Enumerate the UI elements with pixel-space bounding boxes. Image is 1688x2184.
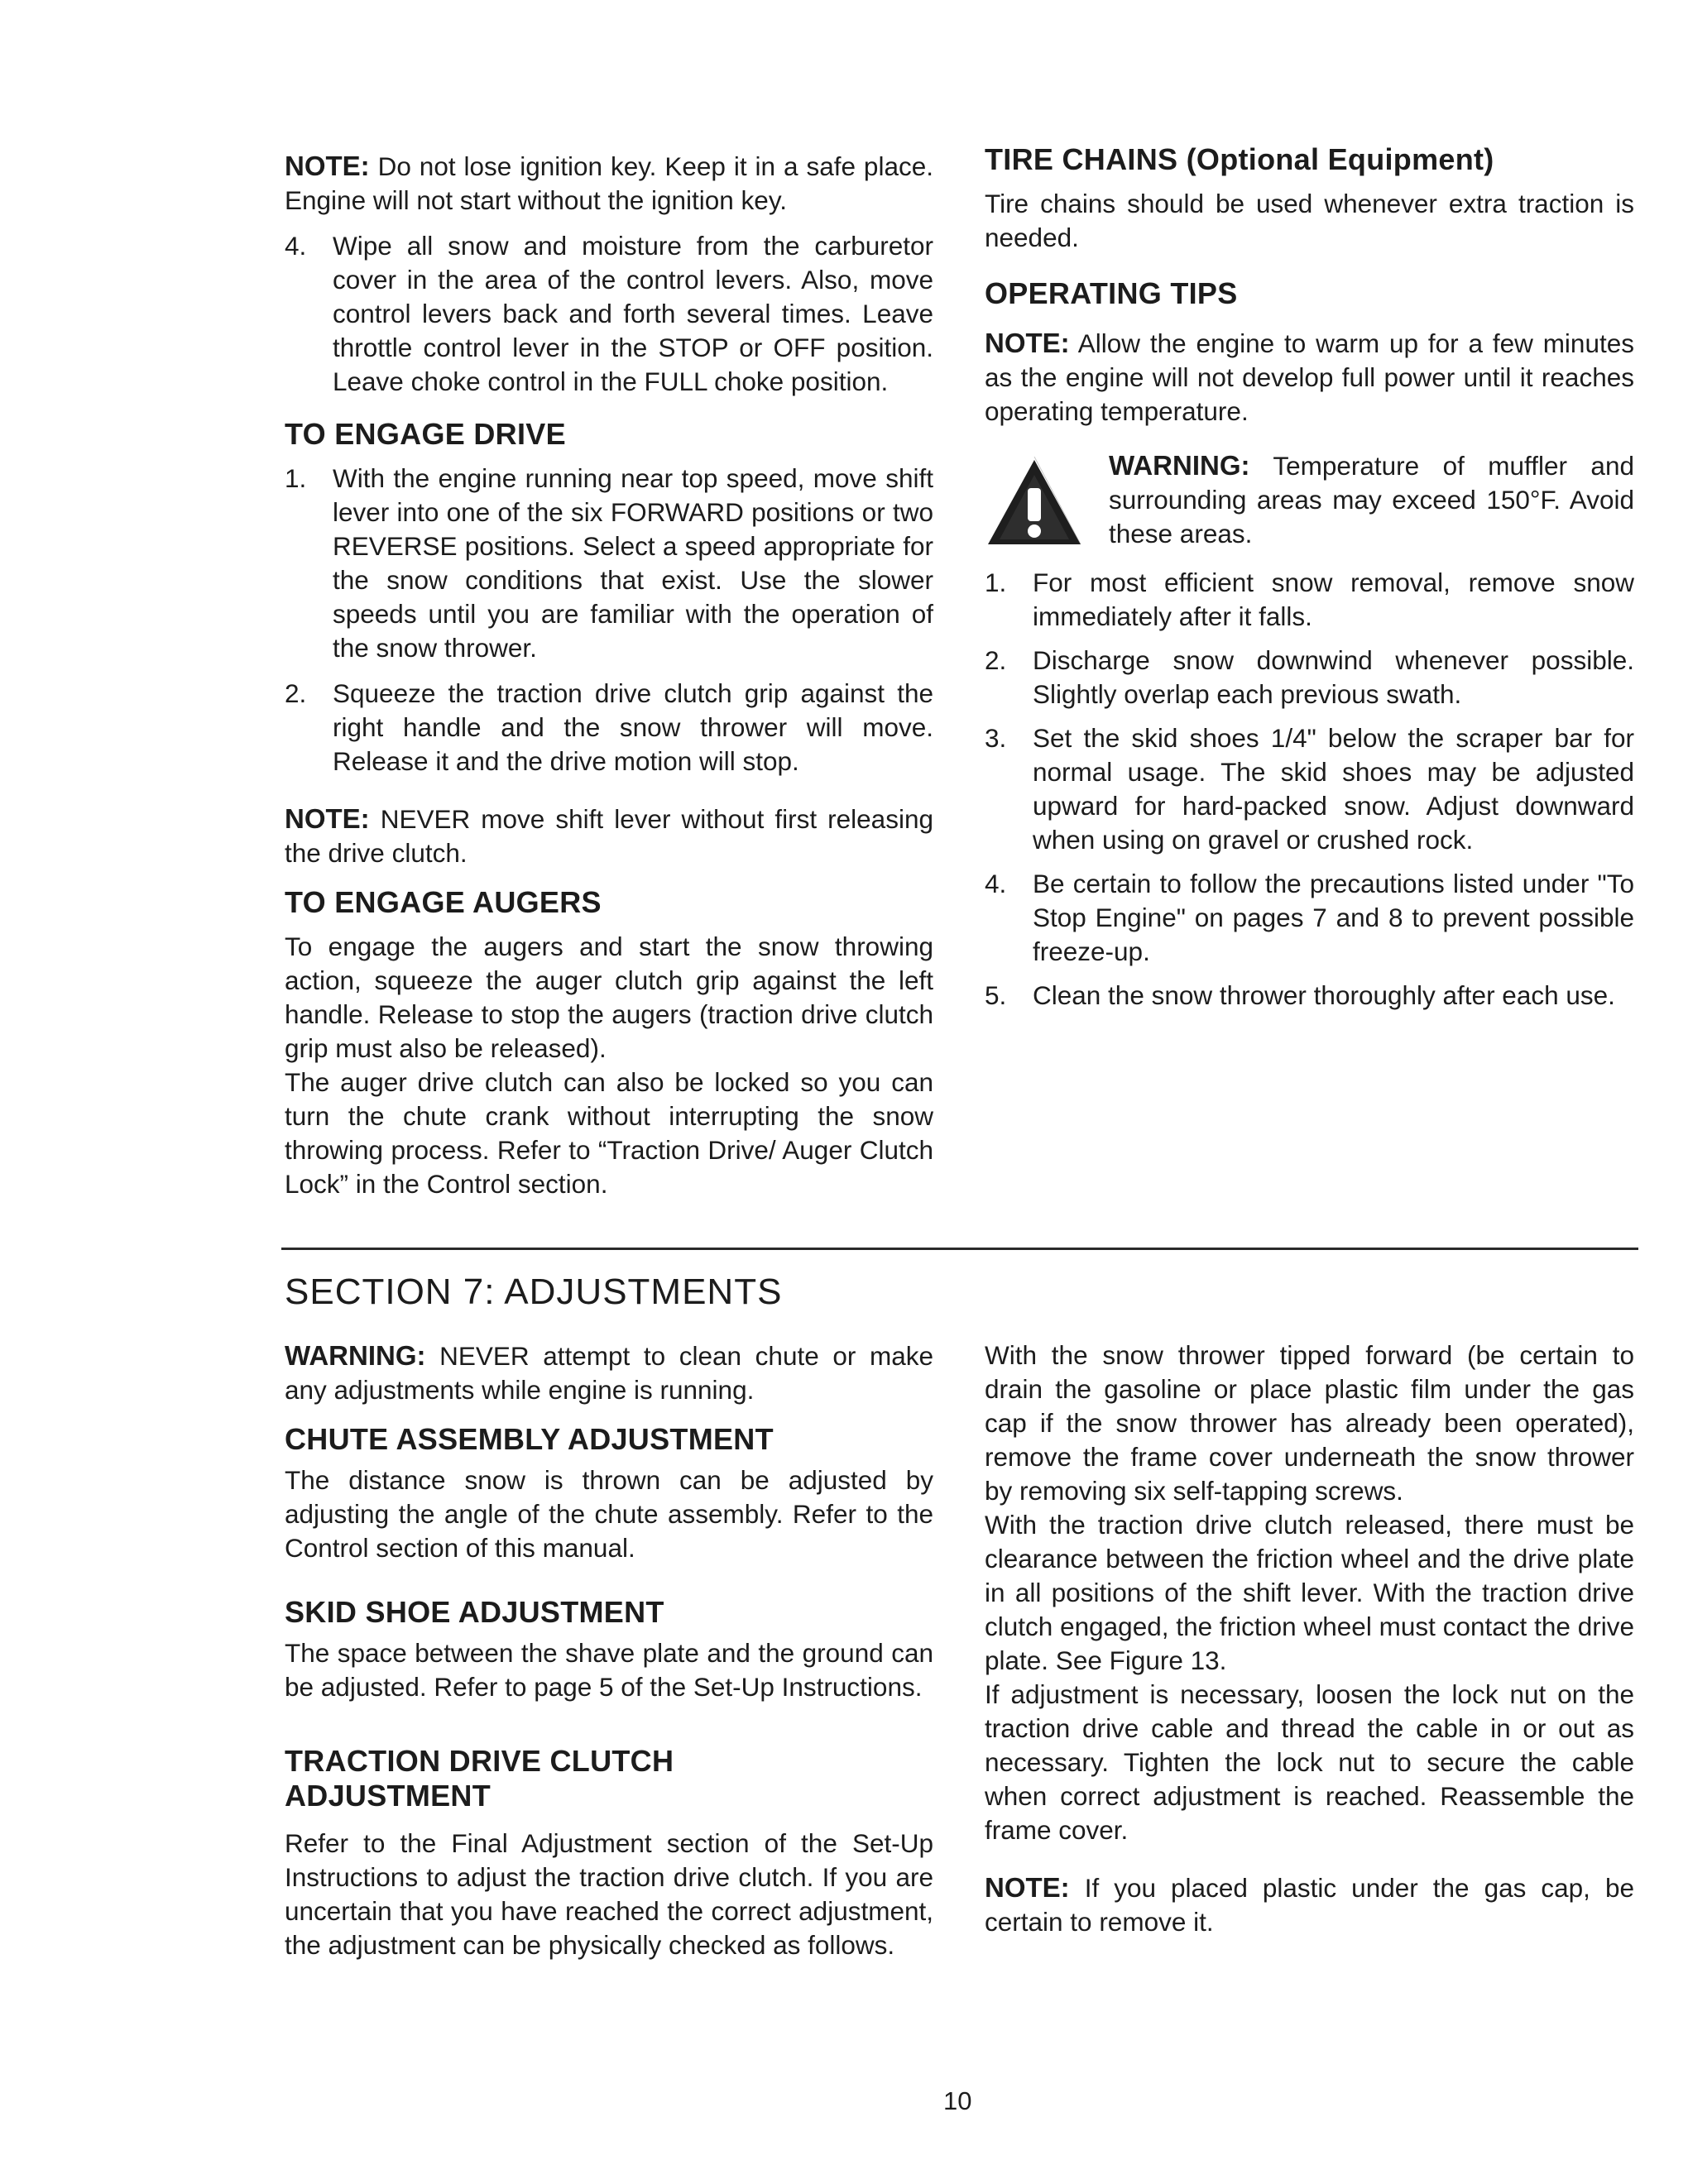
operating-tips-heading: OPERATING TIPS (985, 276, 1238, 310)
right-top-column (985, 142, 1634, 1013)
note-label: NOTE: (985, 328, 1070, 358)
note-label: NOTE: (285, 803, 370, 834)
section-divider (281, 1248, 1638, 1250)
warning-text: NEVER attempt to clean chute or make any adjustments while engine is running. (285, 1341, 933, 1405)
warning-label: WARNING: (285, 1340, 426, 1371)
list-number: 1. (285, 463, 307, 493)
warning-triangle-icon (985, 457, 1084, 548)
list-text: Set the skid shoes 1/4" below the scraper bar for normal usage. The skid shoes may be adjusted upward for hard-packed snow. Adjust downward when using on gravel or crushed rock. (1033, 723, 1634, 855)
list-number: 3. (985, 723, 1007, 753)
list-text: With the engine running near top speed, move shift lever into one of the six FORWARD positions or two REVERSE positions. Select a speed appropriate for the snow conditions that exist. Use the slower speeds until you are familiar with the operation of the snow thrower. (333, 463, 933, 663)
skid-shoe-heading: SKID SHOE ADJUSTMENT (285, 1595, 664, 1629)
note-label: NOTE: (985, 1872, 1070, 1903)
muffler-warning (985, 448, 1634, 551)
clearance-paragraph: With the traction drive clutch released, there must be clearance between the friction wheel and the drive plate in all positions of the shift lever. With the traction drive clutch engaged, the friction wheel must contact the drive plate. See Figure 13. (985, 1510, 1634, 1675)
list-number: 2. (985, 645, 1007, 675)
list-text: Be certain to follow the precautions listed under "To Stop Engine" on pages 7 and 8 to prevent possible freeze-up. (1033, 869, 1634, 966)
list-text: Squeeze the traction drive clutch grip against the right handle and the snow thrower will move. Release it and the drive motion will stop. (333, 678, 933, 776)
traction-heading (285, 1744, 933, 1813)
note-text: Allow the engine to warm up for a few minutes as the engine will not develop full power until it reaches operating temperature. (985, 328, 1634, 426)
list-item (985, 979, 1634, 1013)
list-item (985, 644, 1634, 711)
warmup-note (985, 326, 1634, 429)
section-title: SECTION 7: ADJUSTMENTS (285, 1272, 783, 1312)
frame-cover-paragraph: With the snow thrower tipped forward (be certain to drain the gasoline or place plastic film under the gas cap if the snow thrower has already been operated), remove the frame cover underneath the snow thrower by removing six self-tapping screws. (985, 1340, 1634, 1506)
tire-chains-text: Tire chains should be used whenever extra traction is needed. (985, 189, 1634, 252)
augers-paragraph: To engage the augers and start the snow throwing action, squeeze the auger clutch grip against the left handle. Release to stop the augers (traction drive clutch grip must also be released). (285, 932, 933, 1063)
list-number: 1. (985, 568, 1007, 597)
list-text: Discharge snow downwind whenever possible. Slightly overlap each previous swath. (1033, 645, 1634, 709)
list-number: 4. (985, 869, 1007, 898)
skid-shoe-text: The space between the shave plate and the ground can be adjusted. Refer to page 5 of the Set-Up Instructions. (285, 1638, 933, 1702)
list-item (985, 867, 1634, 969)
list-item (285, 462, 933, 665)
tire-chains-heading: TIRE CHAINS (Optional Equipment) (985, 142, 1494, 176)
list-number: 5. (985, 980, 1007, 1010)
note-text: If you placed plastic under the gas cap, be certain to remove it. (985, 1873, 1634, 1937)
list-number: 4. (285, 231, 307, 261)
traction-heading-line: ADJUSTMENT (285, 1779, 492, 1813)
list-item (985, 566, 1634, 634)
shift-lever-note (285, 802, 933, 870)
traction-text: Refer to the Final Adjustment section of the Set-Up Instructions to adjust the traction drive clutch. If you are uncertain that you have reached the correct adjustment, the adjustment can be physically checked as follows. (285, 1828, 933, 1960)
list-text: For most efficient snow removal, remove snow immediately after it falls. (1033, 568, 1634, 631)
warning-text-block (1109, 448, 1634, 551)
page-number: 10 (943, 2086, 972, 2115)
note-label: NOTE: (285, 151, 370, 181)
list-number: 2. (285, 678, 307, 708)
gas-cap-note (985, 1870, 1634, 1939)
augers-paragraph: The auger drive clutch can also be locked so you can turn the chute crank without interrupting the snow throwing process. Refer to “Traction Drive/ Auger Clutch Lock” in the Control section. (285, 1067, 933, 1199)
section7-right-column (985, 1339, 1634, 1939)
warning-label: WARNING: (1109, 450, 1250, 481)
engage-drive-heading: TO ENGAGE DRIVE (285, 417, 566, 451)
traction-heading-line: TRACTION DRIVE CLUTCH (285, 1744, 674, 1778)
list-text: Wipe all snow and moisture from the carburetor cover in the area of the control levers. Also, move control levers back and forth several times. Leave throttle control lever in the STOP or OFF position. Leave choke control in the FULL choke position. (333, 231, 933, 396)
chute-text: The distance snow is thrown can be adjusted by adjusting the angle of the chute assembly. Refer to the Control section of this manual. (285, 1465, 933, 1563)
section7-left-column (285, 1339, 933, 1962)
list-item (285, 677, 933, 778)
list-text: Clean the snow thrower thoroughly after each use. (1033, 980, 1615, 1010)
adjustments-warning (285, 1339, 933, 1407)
ignition-key-note (285, 149, 933, 218)
chute-heading: CHUTE ASSEMBLY ADJUSTMENT (285, 1422, 774, 1456)
list-item (985, 721, 1634, 857)
note-text: Do not lose ignition key. Keep it in a safe place. Engine will not start without the ignition key. (285, 151, 933, 215)
lock-nut-paragraph: If adjustment is necessary, loosen the lock nut on the traction drive cable and thread the cable in or out as necessary. Tighten the lock nut to secure the cable when correct adjustment is reached. Reassemble the frame cover. (985, 1679, 1634, 1845)
left-top-column (285, 149, 933, 1201)
engage-augers-heading: TO ENGAGE AUGERS (285, 885, 602, 919)
warning-text: Temperature of muffler and surrounding areas may exceed 150°F. Avoid these areas. (1109, 451, 1634, 548)
list-item (285, 229, 933, 399)
note-text: NEVER move shift lever without first releasing the drive clutch. (285, 804, 933, 868)
